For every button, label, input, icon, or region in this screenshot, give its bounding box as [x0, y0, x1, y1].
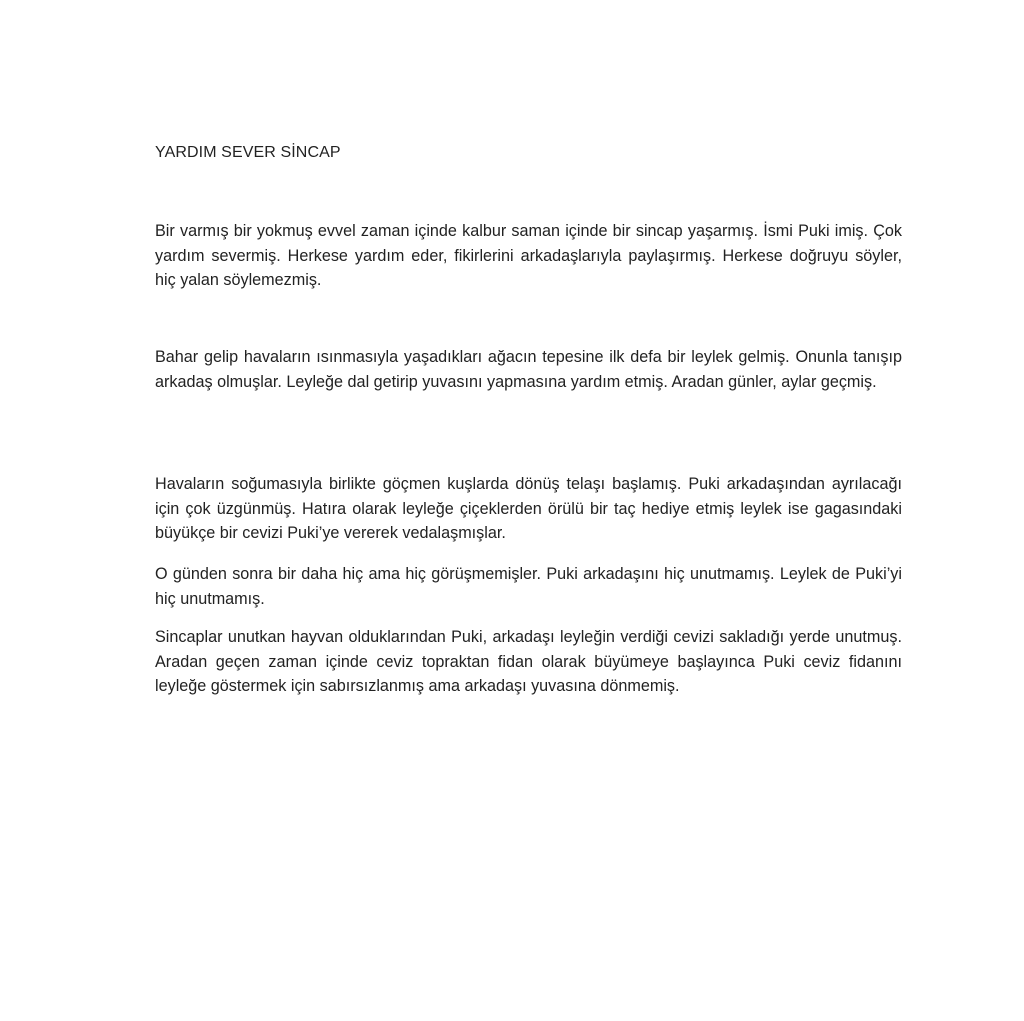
paragraph-5: Sincaplar unutkan hayvan olduklarından Puki, arkadaşı leyleğin verdiği cevizi sakladığı yerde unutmuş. Aradan geçen zaman içinde ceviz topraktan fidan olarak büyümeye başlayınca Puki ceviz fidanını leyleğe göstermek için sabırsızlanmış ama arkadaşı yuvasına dönmemiş.	[155, 628, 902, 695]
paragraph-3: Havaların soğumasıyla birlikte göçmen kuşlarda dönüş telaşı başlamış. Puki arkadaşından ayrılacağı için çok üzgünmüş. Hatıra olarak leyleğe çiçeklerden örülü bir taç hediye etmiş leylek ise gagasındaki büyükçe bir cevizi Puki’ye vererek vedalaşmışlar.	[155, 475, 902, 542]
paragraph-1: Bir varmış bir yokmuş evvel zaman içinde kalbur saman içinde bir sincap yaşarmış. İsmi Puki imiş. Çok yardım severmiş. Herkese yardım eder, fikirlerini arkadaşlarıyla paylaşırmış. Herkese doğruyu söyler, hiç yalan söylemezmiş.	[155, 222, 902, 289]
paragraph-4: O günden sonra bir daha hiç ama hiç görüşmemişler. Puki arkadaşını hiç unutmamış. Leylek de Puki’yi hiç unutmamış.	[155, 565, 902, 608]
paragraph-2: Bahar gelip havaların ısınmasıyla yaşadıkları ağacın tepesine ilk defa bir leylek gelmiş. Onunla tanışıp arkadaş olmuşlar. Leyleğe dal getirip yuvasını yapmasına yardım etmiş. Aradan günler, aylar geçmiş.	[155, 348, 902, 391]
document-title: YARDIM SEVER SİNCAP	[155, 144, 341, 161]
